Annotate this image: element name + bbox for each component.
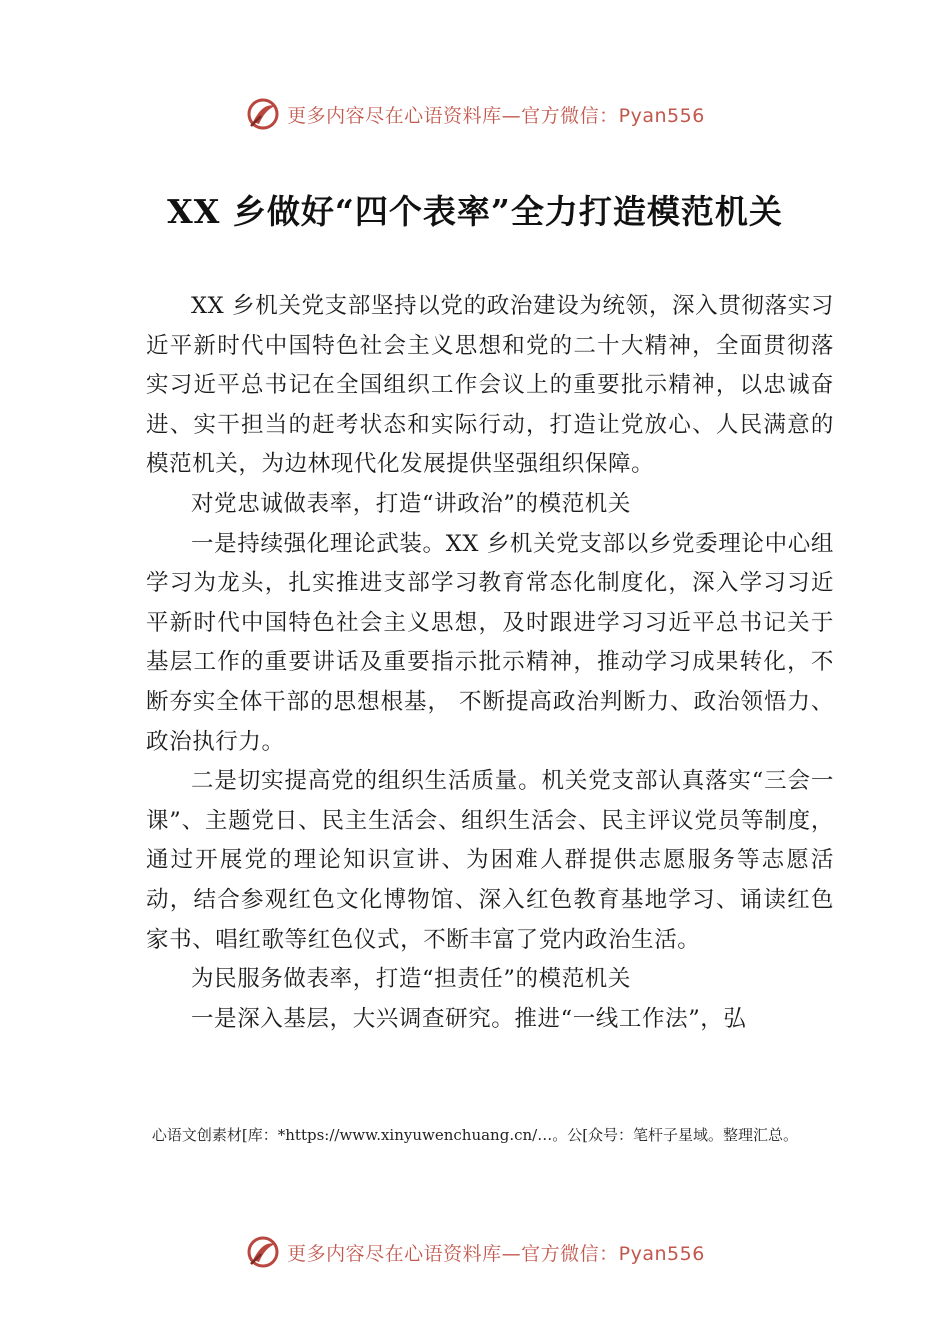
paragraph-organization: 二是切实提高党的组织生活质量。机关党支部认真落实“三会一课”、主题党日、民主生活会、组织生活会、民主评议党员等制度，通过开展党的理论知识宣讲、为困难人群提供志愿服务等志愿活动，结合参观红色文化博物馆、深入红色教育基地学习、诵读红色家书、唱红歌等红色仪式，不断丰富了党内政治生活。: [146, 768, 834, 953]
banner-text: 更多内容尽在心语资料库—官方微信：Pyan556: [287, 1242, 705, 1265]
logo-icon: [245, 96, 281, 132]
bottom-banner: [0, 1232, 950, 1272]
paragraph-intro: XX 乡机关党支部坚持以党的政治建设为统领，深入贯彻落实习近平新时代中国特色社会主义思想和党的二十大精神，全面贯彻落实习近平总书记在全国组织工作会议上的重要批示精神，以忠诚奋进、实干担当的赶考状态和实际行动，打造让党放心、人民满意的模范机关，为边林现代化发展提供坚强组织保障。: [146, 293, 834, 478]
logo-icon: [245, 1234, 281, 1270]
document-body: [146, 287, 834, 1039]
banner-text: 更多内容尽在心语资料库—官方微信：Pyan556: [287, 104, 705, 127]
footer-note: 心语文创素材[库：*https://www.xinyuwenchuang.cn/…。公[众号：笔杆子星域。整理汇总。: [151, 1126, 799, 1144]
top-banner: [0, 94, 950, 134]
section-heading-2: 为民服务做表率，打造“担责任”的模范机关: [191, 966, 632, 993]
paragraph-theory: 一是持续强化理论武装。XX 乡机关党支部以乡党委理论中心组学习为龙头，扎实推进支部学习教育常态化制度化，深入学习习近平新时代中国特色社会主义思想，及时跟进学习习近平总书记关于基层工作的重要讲话及重要指示批示精神，推动学习成果转化，不断夯实全体干部的思想根基， 不断提高政治判断力、政治领悟力、政治执行力。: [146, 530, 834, 755]
paragraph-grassroots: 一是深入基层，大兴调查研究。推进“一线工作法”，弘: [191, 1005, 747, 1032]
document-title: XX 乡做好“四个表率”全力打造模范机关: [167, 192, 783, 231]
section-heading-1: 对党忠诚做表率，打造“讲政治”的模范机关: [191, 490, 632, 517]
